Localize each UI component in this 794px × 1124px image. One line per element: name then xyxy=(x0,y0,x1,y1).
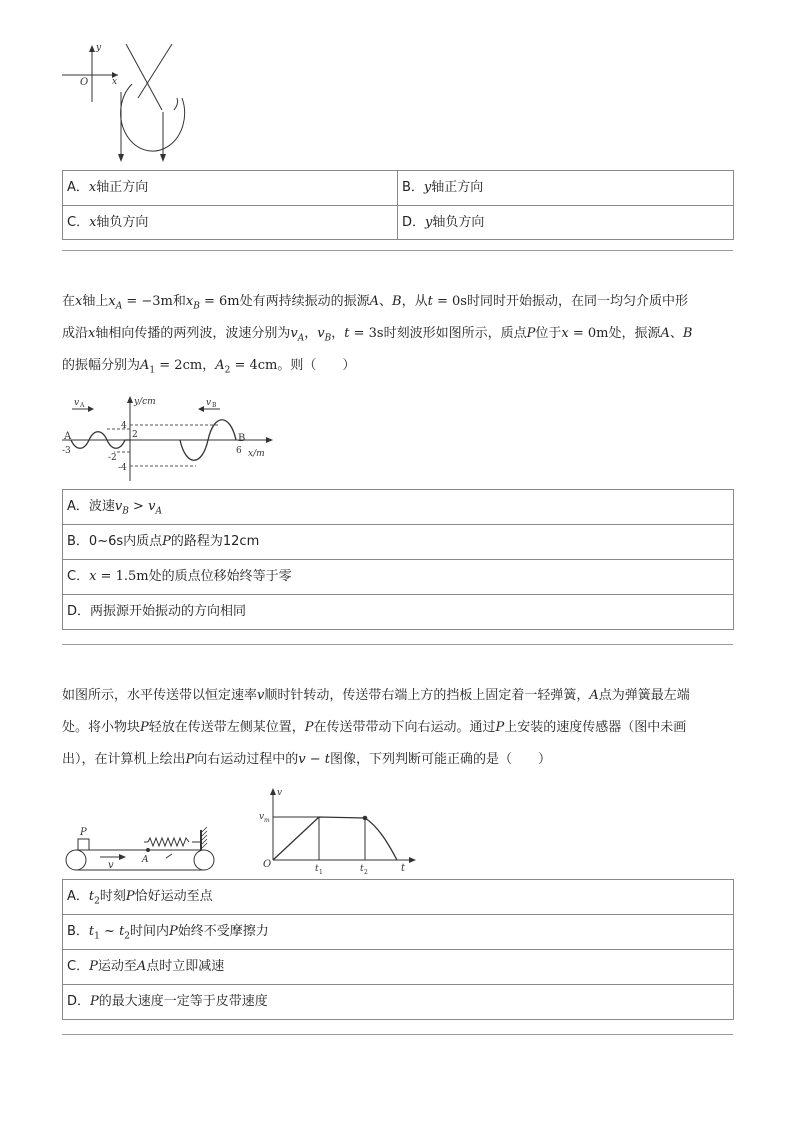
text-run: B． xyxy=(67,924,89,939)
q1-options-table xyxy=(62,170,734,240)
q3-stem-line-2 xyxy=(62,712,734,744)
text-run: 的路程为12cm xyxy=(170,534,260,549)
q3-option-b[interactable] xyxy=(63,915,734,950)
q1-axis-x-label: x xyxy=(112,77,118,87)
text-run: P xyxy=(140,720,149,735)
text-run: 顺时针转动，传送带右端上方的挡板上固定着一轻弹簧， xyxy=(264,688,590,703)
q3-graph-vm-sub: m xyxy=(264,817,270,824)
q2-option-b[interactable] xyxy=(63,525,734,560)
q3-conveyor-figure xyxy=(62,822,222,878)
text-run: 轴负方向 xyxy=(432,215,485,230)
q3-graph-t2: t xyxy=(360,864,364,874)
text-run: 2 xyxy=(94,896,100,907)
text-run: ，从 xyxy=(401,294,428,309)
text-run: 轻放在传送带左侧某位置， xyxy=(148,720,305,735)
text-run: 成沿 xyxy=(62,326,89,341)
text-run: 恰好运动至点 xyxy=(134,889,213,904)
text-run: 轴相向传播的两列波，波速分别为 xyxy=(95,326,291,341)
text-run: = 0m xyxy=(568,326,609,341)
q3-option-a[interactable] xyxy=(63,880,734,915)
text-run: 1 xyxy=(149,365,156,376)
q3-options-table xyxy=(62,879,734,1020)
text-run: 如图所示，水平传送带以恒定速率 xyxy=(62,688,258,703)
text-run: D． xyxy=(402,215,426,230)
text-run: = 6m xyxy=(199,294,240,309)
text-run: P xyxy=(89,959,98,974)
text-run: v xyxy=(317,326,325,341)
text-run: C． xyxy=(67,959,90,974)
text-run: = 3s xyxy=(349,326,384,341)
text-run: 上安装的速度传感器（图中未画 xyxy=(504,720,687,735)
text-run: 波速 xyxy=(88,499,115,514)
q3-fig-point-a: A xyxy=(142,855,149,865)
text-run: P xyxy=(125,889,135,904)
text-run: 时同时开始振动，在同一均匀介质中形 xyxy=(466,294,688,309)
text-run: 位于 xyxy=(535,326,562,341)
text-run: A xyxy=(215,358,225,373)
text-run: x xyxy=(185,294,194,309)
text-run: A． xyxy=(67,499,89,514)
q1-figure xyxy=(60,40,190,165)
text-run: x xyxy=(88,180,97,195)
text-run: C． xyxy=(67,215,90,230)
text-run: A xyxy=(140,358,150,373)
separator xyxy=(62,1034,733,1035)
q2-option-d[interactable] xyxy=(63,595,734,630)
text-run: B． xyxy=(67,534,89,549)
text-run: v xyxy=(114,499,123,514)
q2-fig-tick-m4: -4 xyxy=(118,463,127,473)
text-run: B xyxy=(122,506,129,517)
text-run: B xyxy=(324,333,332,344)
text-run: 和 xyxy=(172,294,186,309)
text-run: D． xyxy=(67,604,91,619)
text-run: P xyxy=(526,326,536,341)
text-run: P xyxy=(304,720,314,735)
text-run: ， xyxy=(304,326,318,341)
q3-option-c[interactable] xyxy=(63,950,734,985)
text-run: y xyxy=(425,215,433,230)
q2-fig-va: v xyxy=(74,398,80,408)
text-run: 向右运动过程中的 xyxy=(194,752,299,767)
text-run: B． xyxy=(402,180,424,195)
q2-fig-tick-4: 4 xyxy=(121,421,127,431)
q2-fig-vb-sub: B xyxy=(212,402,217,409)
text-run: > xyxy=(128,499,149,514)
q3-graph-axis-v: v xyxy=(277,788,283,798)
q2-wave-figure xyxy=(60,393,275,485)
text-run: ， xyxy=(331,326,345,341)
text-run: 轴正方向 xyxy=(431,180,484,195)
text-run: 2 xyxy=(124,931,131,942)
text-run: 。则（ ） xyxy=(277,358,356,373)
text-run: 0~6s内质点 xyxy=(88,534,163,549)
text-run: P xyxy=(90,994,99,1009)
text-run: 、 xyxy=(379,294,393,309)
text-run: 处。将小物块 xyxy=(62,720,141,735)
text-run: v xyxy=(257,688,265,703)
text-run: B xyxy=(682,326,693,341)
text-run: v xyxy=(290,326,298,341)
text-run: 两振源开始振动的方向相同 xyxy=(90,604,247,619)
q2-fig-tick-m2: -2 xyxy=(108,453,117,463)
q3-graph-t1-sub: 1 xyxy=(319,869,323,875)
q2-fig-tick-m3: -3 xyxy=(62,446,71,456)
text-run: A xyxy=(660,326,670,341)
q3-graph-vm: v xyxy=(259,812,265,822)
text-run: P xyxy=(185,752,195,767)
text-run: ， xyxy=(202,358,216,373)
q3-graph-axis-t: t xyxy=(401,863,406,874)
q3-graph-t2-sub: 2 xyxy=(364,869,368,875)
text-run: A． xyxy=(67,889,89,904)
text-run: 在传送带带动下向右运动。通过 xyxy=(313,720,496,735)
text-run: 轴上 xyxy=(82,294,109,309)
text-run: A． xyxy=(67,180,89,195)
separator xyxy=(62,250,733,251)
text-run: = 2cm xyxy=(155,358,203,373)
text-run: t xyxy=(88,924,95,939)
text-run: 在 xyxy=(62,294,76,309)
q3-vt-graph xyxy=(255,785,420,875)
text-run: B xyxy=(193,301,200,312)
text-run: t xyxy=(344,326,350,341)
text-run: 时刻波形如图所示，质点 xyxy=(383,326,527,341)
text-run: v − t xyxy=(298,752,331,767)
text-run: 出），在计算机上绘出 xyxy=(62,752,186,767)
q2-fig-tick-2: 2 xyxy=(132,430,138,440)
text-run: 图像，下列判断可能正确的是（ ） xyxy=(330,752,552,767)
text-run: B xyxy=(392,294,402,309)
text-run: 处的质点位移始终等于零 xyxy=(148,569,292,584)
text-run: A xyxy=(297,333,305,344)
q3-fig-belt-v: v xyxy=(108,860,114,871)
text-run: 点为弹簧最左端 xyxy=(598,688,690,703)
text-run: = 4cm xyxy=(230,358,278,373)
q2-fig-y-label: y/cm xyxy=(134,397,156,407)
text-run: P xyxy=(162,534,171,549)
text-run: 1 xyxy=(94,931,100,942)
q3-fig-block-label: P xyxy=(80,827,87,838)
text-run: x xyxy=(561,326,569,341)
text-run: 、 xyxy=(669,326,683,341)
text-run: 的振幅分别为 xyxy=(62,358,141,373)
q2-fig-vb: v xyxy=(206,398,212,408)
text-run: t xyxy=(119,924,125,939)
text-run: y xyxy=(423,180,432,195)
q2-option-c[interactable] xyxy=(63,560,734,595)
text-run: = 1.5m xyxy=(96,569,149,584)
text-run: 处有两持续振动的振源 xyxy=(239,294,370,309)
text-run: A xyxy=(369,294,380,309)
q2-fig-va-sub: A xyxy=(80,402,85,409)
text-run: 2 xyxy=(224,365,231,376)
text-run: ~ xyxy=(99,924,120,939)
text-run: 始终不受摩擦力 xyxy=(177,924,269,939)
q1-option-a[interactable] xyxy=(63,171,398,206)
text-run: A xyxy=(136,959,147,974)
text-run: 的最大速度一定等于皮带速度 xyxy=(98,994,268,1009)
q2-stem-line-3 xyxy=(62,350,734,387)
text-run: x xyxy=(89,569,97,584)
text-run: 点时立即减速 xyxy=(146,959,225,974)
q2-options-table xyxy=(62,489,734,630)
text-run: x xyxy=(108,294,116,309)
q3-stem-line-1 xyxy=(62,680,734,712)
text-run: 处，振源 xyxy=(608,326,661,341)
text-run: 轴负方向 xyxy=(96,215,149,230)
text-run: t xyxy=(88,889,95,904)
q2-fig-label-a: A xyxy=(64,431,72,442)
text-run: x xyxy=(75,294,83,309)
text-run: D． xyxy=(67,994,91,1009)
text-run: 运动至 xyxy=(97,959,137,974)
text-run: A xyxy=(155,506,162,517)
text-run: 时刻 xyxy=(99,889,126,904)
q3-option-d[interactable] xyxy=(63,985,734,1020)
q2-fig-tick-6: 6 xyxy=(236,446,242,456)
q2-option-a[interactable] xyxy=(63,490,734,525)
q3-graph-t1: t xyxy=(315,864,319,874)
text-run: v xyxy=(148,499,156,514)
q2-fig-label-b: B xyxy=(238,433,246,444)
text-run: C． xyxy=(67,569,90,584)
q1-option-b[interactable] xyxy=(398,171,734,206)
q1-option-d[interactable] xyxy=(398,206,734,240)
q2-fig-x-label: x/m xyxy=(248,449,265,459)
text-run: t xyxy=(427,294,433,309)
text-run: A xyxy=(589,688,599,703)
q1-origin-label: O xyxy=(80,77,89,88)
text-run: P xyxy=(169,924,178,939)
q1-axis-y-label: y xyxy=(96,43,102,53)
text-run: A xyxy=(115,301,123,312)
text-run: P xyxy=(495,720,505,735)
q3-stem-line-3 xyxy=(62,744,734,776)
text-run: x xyxy=(88,326,96,341)
q3-graph-origin: O xyxy=(263,859,272,870)
text-run: 时间内 xyxy=(130,924,170,939)
text-run: = −3m xyxy=(122,294,173,309)
q1-option-c[interactable] xyxy=(63,206,398,240)
text-run: x xyxy=(89,215,97,230)
separator xyxy=(62,644,733,645)
text-run: 轴正方向 xyxy=(96,180,149,195)
text-run: = 0s xyxy=(432,294,467,309)
